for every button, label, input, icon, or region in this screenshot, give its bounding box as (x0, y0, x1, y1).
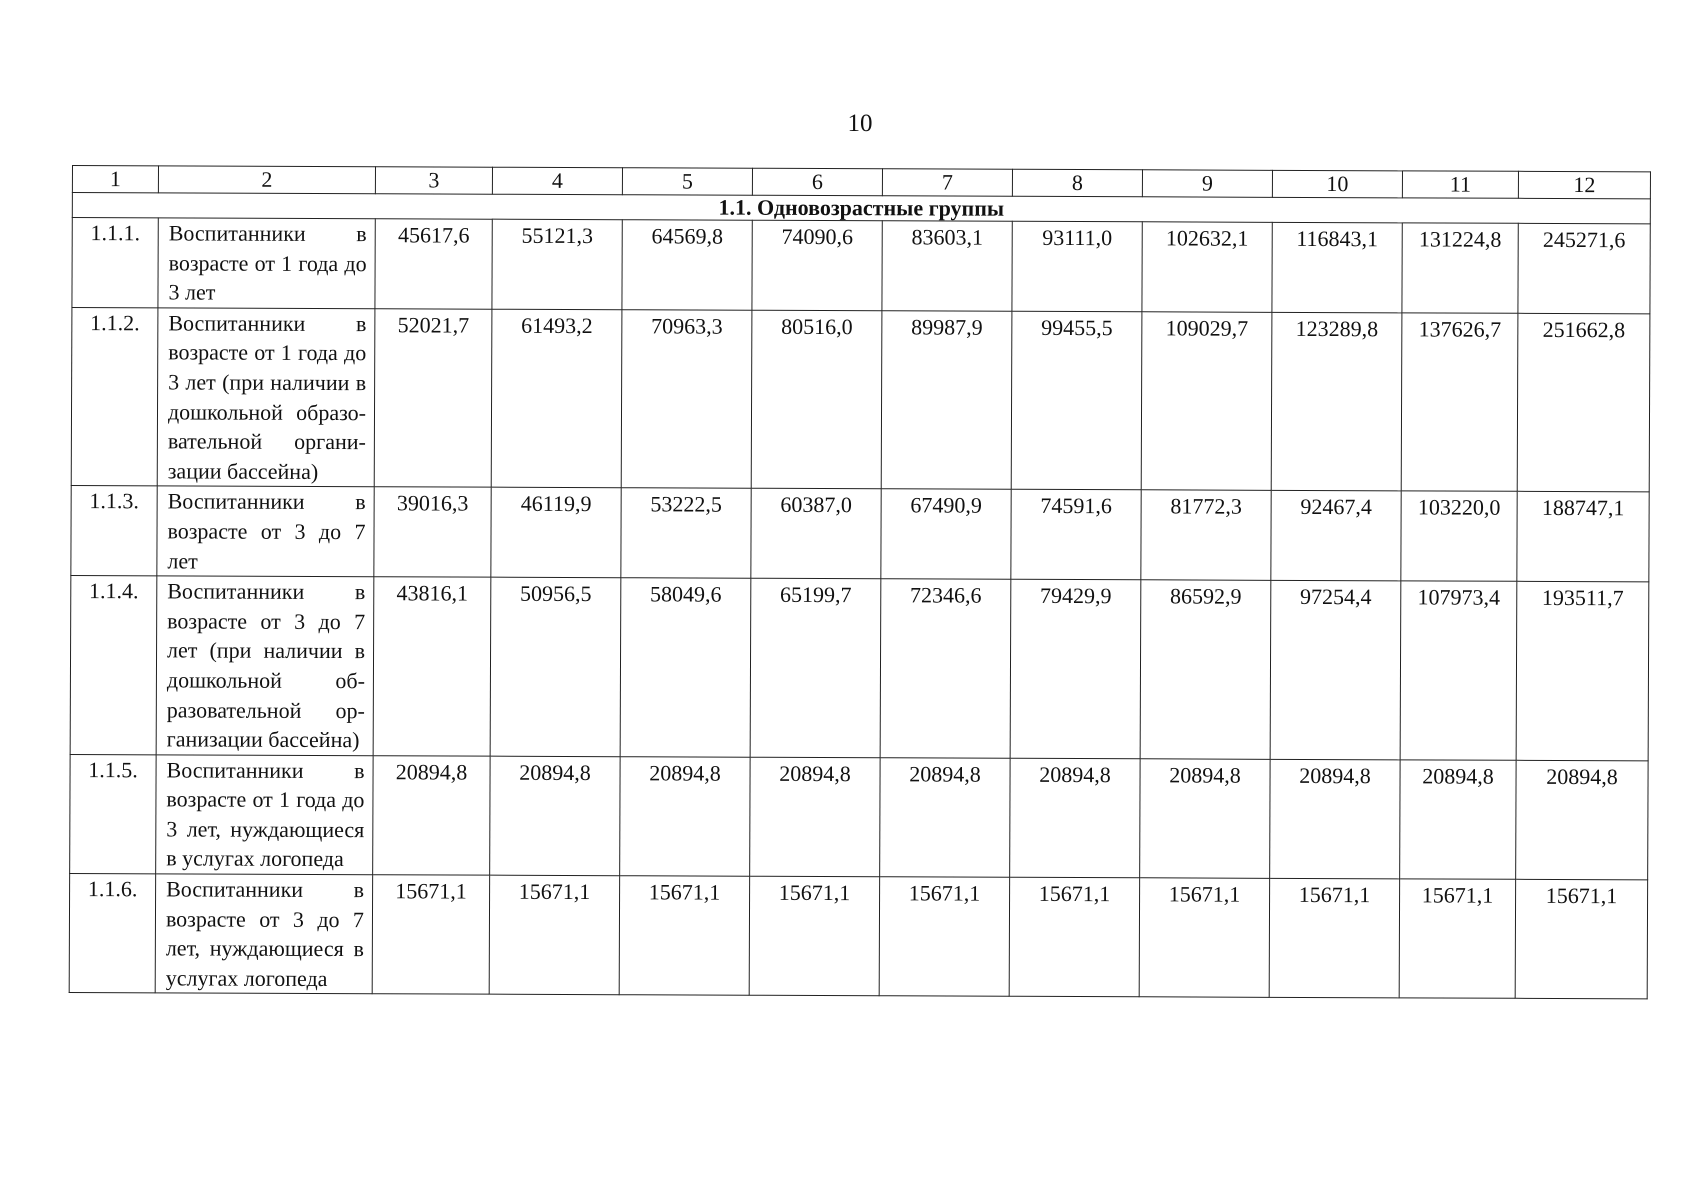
value-cell (1140, 580, 1271, 759)
value-text: 70963,3 (651, 313, 723, 339)
tariff-table (69, 165, 1651, 1000)
value-text: 97254,4 (1299, 584, 1372, 610)
value-text: 61493,2 (521, 312, 593, 338)
row-code: 1.1.2. (71, 307, 158, 486)
value-cell (1517, 313, 1650, 492)
value-cell (620, 756, 750, 876)
value-text: 45617,6 (397, 222, 470, 248)
value-cell (1010, 758, 1140, 878)
column-number: 4 (492, 167, 622, 195)
value-text: 74090,6 (781, 223, 854, 250)
value-text: 83603,1 (911, 224, 984, 250)
value-cell (621, 309, 752, 488)
value-text: 20894,8 (1422, 763, 1494, 789)
row-description: Воспитанники в возрасте от 1 года до 3 лет, нуждающиеся в услугах логопеда (156, 755, 373, 875)
value-cell (373, 577, 491, 756)
value-text: 131224,8 (1418, 226, 1502, 252)
value-text: 123289,8 (1295, 315, 1379, 342)
value-cell (879, 877, 1009, 997)
table-row (71, 486, 1649, 582)
value-text: 15671,1 (908, 880, 981, 906)
value-cell (1402, 223, 1518, 313)
value-cell (374, 308, 492, 487)
table-row (71, 307, 1650, 492)
section-title: 1.1. Одновозрастные группы (72, 193, 1650, 224)
value-cell (492, 219, 622, 309)
value-text: 188747,1 (1541, 495, 1625, 521)
value-cell (620, 578, 751, 757)
value-text: 15671,1 (1545, 882, 1618, 909)
value-text: 15671,1 (1038, 880, 1111, 907)
row-description: Воспитанники в возрасте от 1 года до 3 лет (158, 218, 375, 309)
value-text: 20894,8 (649, 760, 721, 786)
row-code: 1.1.6. (69, 874, 155, 994)
value-text: 58049,6 (649, 581, 722, 607)
value-cell (375, 219, 492, 309)
value-cell (1272, 222, 1402, 312)
value-cell (1271, 312, 1402, 491)
value-text: 79429,9 (1039, 583, 1112, 609)
value-cell (880, 579, 1011, 758)
value-cell (1517, 492, 1649, 582)
table-row (69, 874, 1647, 1000)
table-row (70, 754, 1648, 880)
value-text: 60387,0 (780, 492, 852, 518)
value-text: 15671,1 (518, 878, 591, 905)
value-cell (751, 489, 881, 579)
row-code: 1.1.5. (70, 754, 156, 874)
value-text: 137626,7 (1418, 316, 1502, 342)
value-text: 15671,1 (1298, 881, 1371, 908)
value-text: 109029,7 (1165, 315, 1249, 341)
value-cell (373, 755, 490, 875)
value-text: 99455,5 (1041, 314, 1113, 340)
column-number: 6 (752, 168, 882, 196)
value-text: 15671,1 (648, 879, 721, 905)
row-code: 1.1.4. (70, 576, 157, 755)
value-text: 102632,1 (1165, 225, 1249, 251)
column-number: 8 (1012, 169, 1142, 197)
value-text: 92467,4 (1300, 494, 1372, 520)
value-text: 251662,8 (1542, 316, 1626, 343)
value-text: 20894,8 (779, 760, 851, 786)
value-text: 72346,6 (909, 582, 982, 608)
value-text: 20894,8 (1039, 761, 1111, 787)
value-cell (1269, 878, 1399, 998)
value-cell (1400, 760, 1516, 880)
column-number: 10 (1272, 170, 1402, 198)
row-description: Воспитанники в возрасте от 3 до 7 лет (157, 486, 374, 577)
value-cell (491, 488, 621, 578)
value-text: 93111,0 (1042, 224, 1113, 251)
value-cell (1141, 312, 1272, 491)
value-text: 245271,6 (1542, 226, 1626, 253)
column-number: 11 (1402, 171, 1518, 198)
value-cell (491, 309, 622, 488)
value-text: 20894,8 (1299, 762, 1371, 788)
value-text: 15671,1 (1168, 881, 1241, 907)
value-text: 53222,5 (650, 491, 722, 517)
value-cell (880, 757, 1010, 877)
value-text: 20894,8 (395, 758, 468, 785)
value-text: 67490,9 (910, 492, 982, 518)
row-code: 1.1.3. (71, 486, 157, 576)
value-cell (1516, 581, 1649, 760)
value-text: 107973,4 (1417, 584, 1501, 610)
value-cell (1142, 222, 1272, 312)
value-cell (619, 876, 749, 996)
value-text: 15671,1 (1421, 882, 1494, 908)
value-text: 20894,8 (1169, 762, 1241, 788)
value-text: 52021,7 (397, 312, 470, 338)
value-cell (1518, 223, 1650, 313)
column-number: 12 (1518, 171, 1650, 199)
value-cell (749, 876, 879, 996)
row-description: Воспитанники в возрасте от 3 до 7 лет (при наличии в дошкольной образовательной организации бассейна) (156, 576, 374, 755)
value-text: 86592,9 (1169, 583, 1242, 609)
value-text: 80516,0 (781, 313, 853, 339)
value-cell (881, 489, 1011, 579)
value-cell (490, 756, 620, 876)
value-cell (750, 757, 880, 877)
value-text: 81772,3 (1170, 493, 1242, 520)
value-cell (1141, 490, 1271, 580)
column-number: 1 (72, 166, 158, 193)
value-text: 50956,5 (519, 580, 592, 607)
value-text: 64569,8 (651, 223, 724, 249)
value-cell (1515, 879, 1647, 999)
value-text: 43816,1 (396, 580, 469, 606)
value-text: 46119,9 (520, 491, 592, 517)
value-cell (1009, 877, 1139, 997)
table-row (70, 576, 1649, 761)
value-cell (490, 577, 621, 756)
column-number: 9 (1142, 170, 1272, 198)
column-number: 7 (882, 169, 1012, 197)
table-row (72, 218, 1650, 314)
value-cell (374, 487, 491, 577)
value-text: 20894,8 (909, 761, 981, 787)
row-description: Воспитанники в возрасте от 3 до 7 лет, нуждающиеся в услугах логопеда (155, 874, 372, 994)
column-number: 2 (158, 166, 375, 194)
value-text: 15671,1 (778, 879, 851, 906)
value-text: 65199,7 (779, 581, 852, 608)
column-number: 3 (375, 167, 492, 194)
column-number: 5 (622, 168, 752, 196)
value-cell (881, 311, 1012, 490)
value-cell (489, 875, 619, 995)
value-cell (1139, 878, 1269, 998)
value-cell (1011, 490, 1141, 580)
value-cell (1516, 760, 1648, 880)
value-cell (882, 221, 1012, 311)
value-text: 20894,8 (1546, 763, 1618, 789)
value-cell (1011, 311, 1142, 490)
value-cell (1270, 759, 1400, 879)
value-text: 193511,7 (1541, 585, 1624, 611)
value-cell (1140, 758, 1270, 878)
value-text: 20894,8 (519, 759, 591, 785)
value-text: 74591,6 (1040, 493, 1112, 519)
value-text: 15671,1 (395, 878, 467, 904)
value-cell (622, 220, 752, 310)
value-text: 55121,3 (521, 222, 594, 249)
value-cell (1399, 879, 1515, 999)
page-number: 10 (847, 110, 873, 137)
value-cell (1271, 491, 1401, 581)
value-cell (752, 220, 882, 310)
value-text: 116843,1 (1296, 225, 1379, 252)
value-cell (1270, 580, 1401, 759)
value-cell (750, 578, 881, 757)
value-cell (1010, 579, 1141, 758)
value-text: 39016,3 (396, 490, 469, 516)
value-text: 89987,9 (911, 314, 983, 340)
row-description: Воспитанники в возрасте от 1 года до 3 лет (при наличии в дошкольной образовательной организации бассейна) (157, 308, 375, 487)
value-cell (1401, 491, 1517, 581)
value-cell (1012, 221, 1142, 311)
row-code: 1.1.1. (72, 218, 158, 308)
value-text: 103220,0 (1417, 494, 1501, 521)
value-cell (751, 310, 882, 489)
value-cell (621, 488, 751, 578)
value-cell (372, 875, 489, 995)
value-cell (1401, 313, 1518, 492)
value-cell (1400, 581, 1517, 760)
